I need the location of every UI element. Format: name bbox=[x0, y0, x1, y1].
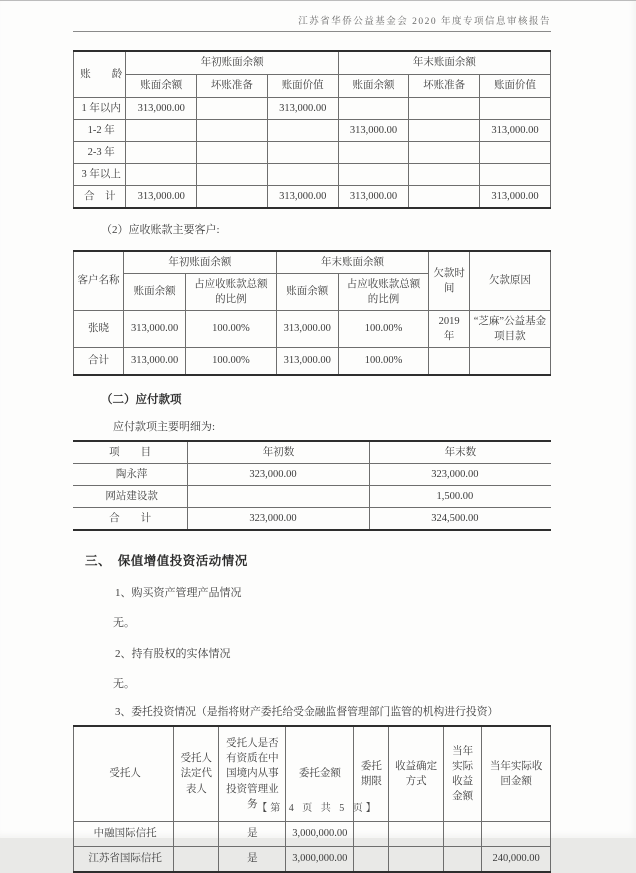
investment-item-3: 3、委托投资情况（是指将财产委托给受金融监督管理部门监管的机构进行投资） bbox=[115, 706, 499, 718]
column-header: 委托期限 bbox=[354, 726, 389, 822]
column-header: 受托人 bbox=[74, 726, 174, 822]
column-header: 项 目 bbox=[73, 441, 188, 464]
customers-corner-label: 客户名称 bbox=[74, 251, 124, 311]
investment-none-1: 无。 bbox=[113, 617, 135, 629]
table-cell: 313,000.00 bbox=[267, 186, 338, 209]
table-cell bbox=[479, 98, 550, 120]
table-cell: 100.00% bbox=[186, 311, 277, 348]
customer-name: 张晓 bbox=[74, 311, 124, 348]
trustee-name: 江苏省国际信托 bbox=[74, 847, 174, 873]
table-cell: 1,500.00 bbox=[369, 486, 551, 508]
aging-subheader: 账面余额 bbox=[126, 75, 197, 98]
customers-group-end: 年末账面余额 bbox=[276, 251, 429, 274]
table-cell bbox=[267, 164, 338, 186]
aging-group-end: 年末账面余额 bbox=[338, 51, 550, 75]
table-row bbox=[73, 486, 551, 508]
table-cell bbox=[338, 142, 409, 164]
row-label: 3 年以上 bbox=[74, 164, 126, 186]
table-cell: 313,000.00 bbox=[338, 120, 409, 142]
table-cell bbox=[389, 847, 444, 873]
aging-subheader: 账面余额 bbox=[338, 75, 409, 98]
table-row bbox=[74, 847, 551, 873]
table-cell bbox=[267, 142, 338, 164]
table-row bbox=[73, 464, 551, 486]
table-cell: 313,000.00 bbox=[124, 311, 186, 348]
table-row bbox=[74, 822, 551, 847]
payables-table bbox=[73, 440, 551, 531]
debt-reason-header: 欠款原因 bbox=[469, 251, 550, 311]
debt-time-cell bbox=[429, 348, 470, 376]
table-cell: 3,000,000.00 bbox=[286, 847, 354, 873]
table-row bbox=[74, 98, 551, 120]
table-cell bbox=[197, 186, 268, 209]
table-cell: 313,000.00 bbox=[126, 186, 197, 209]
investment-item-2: 2、持有股权的实体情况 bbox=[115, 648, 231, 660]
table-row bbox=[74, 142, 551, 164]
table-cell bbox=[174, 847, 219, 873]
table-row bbox=[74, 164, 551, 186]
column-header: 受托人是否有资质在中国境内从事投资管理业务 bbox=[219, 726, 286, 822]
table-cell: 323,000.00 bbox=[188, 508, 370, 531]
aging-group-begin: 年初账面余额 bbox=[126, 51, 338, 75]
table-cell bbox=[188, 486, 370, 508]
row-label: 2-3 年 bbox=[74, 142, 126, 164]
table-cell: 324,500.00 bbox=[369, 508, 551, 531]
report-header-title: 江苏省华侨公益基金会 2020 年度专项信息审核报告 bbox=[73, 13, 551, 32]
table-cell: 100.00% bbox=[338, 348, 429, 376]
aging-subheader: 坏账准备 bbox=[197, 75, 268, 98]
table-cell bbox=[197, 164, 268, 186]
table-row-total bbox=[74, 348, 551, 376]
investment-section-heading: 三、 保值增值投资活动情况 bbox=[85, 554, 248, 568]
debt-time-header: 欠款时间 bbox=[429, 251, 470, 311]
customers-subheader: 占应收账款总额的比例 bbox=[186, 274, 277, 311]
aging-subheader: 坏账准备 bbox=[409, 75, 480, 98]
trustee-name: 中融国际信托 bbox=[74, 822, 174, 847]
table-cell bbox=[389, 822, 444, 847]
column-header: 当年实际收回金额 bbox=[482, 726, 551, 822]
table-cell: 313,000.00 bbox=[276, 348, 338, 376]
table-cell bbox=[197, 98, 268, 120]
table-cell: 240,000.00 bbox=[482, 847, 551, 873]
column-header: 年初数 bbox=[188, 441, 370, 464]
customers-subheader: 账面余额 bbox=[124, 274, 186, 311]
table-row bbox=[74, 120, 551, 142]
table-cell bbox=[126, 120, 197, 142]
table-cell: 100.00% bbox=[186, 348, 277, 376]
table-cell: 313,000.00 bbox=[267, 98, 338, 120]
table-cell: 3,000,000.00 bbox=[286, 822, 354, 847]
table-cell bbox=[267, 120, 338, 142]
payable-item: 合 计 bbox=[73, 508, 188, 531]
table-cell bbox=[409, 186, 480, 209]
aging-table bbox=[73, 50, 551, 209]
table-cell: 323,000.00 bbox=[188, 464, 370, 486]
table-cell: 313,000.00 bbox=[276, 311, 338, 348]
table-cell bbox=[354, 847, 389, 873]
customers-table bbox=[73, 250, 551, 376]
table-cell: 313,000.00 bbox=[479, 186, 550, 209]
investment-item-1: 1、购买资产管理产品情况 bbox=[115, 587, 242, 599]
table-cell bbox=[409, 98, 480, 120]
table-cell bbox=[197, 142, 268, 164]
row-label: 1-2 年 bbox=[74, 120, 126, 142]
table-cell bbox=[338, 98, 409, 120]
table-cell bbox=[444, 847, 482, 873]
debt-reason-cell bbox=[469, 348, 550, 376]
table-cell: 是 bbox=[219, 822, 286, 847]
payables-section-heading: （二）应付款项 bbox=[101, 394, 182, 406]
aging-corner-label: 账 龄 bbox=[74, 51, 126, 98]
table-cell: 313,000.00 bbox=[126, 98, 197, 120]
table-row-total bbox=[73, 508, 551, 531]
column-header: 受托人法定代表人 bbox=[174, 726, 219, 822]
payables-subtext: 应付款项主要明细为: bbox=[113, 421, 216, 433]
investment-none-2: 无。 bbox=[113, 678, 135, 690]
table-cell bbox=[409, 142, 480, 164]
table-cell bbox=[444, 822, 482, 847]
row-label: 合 计 bbox=[74, 186, 126, 209]
table-cell bbox=[479, 164, 550, 186]
column-header: 委托金额 bbox=[286, 726, 354, 822]
table-cell: 323,000.00 bbox=[369, 464, 551, 486]
row-label: 1 年以内 bbox=[74, 98, 126, 120]
table-cell bbox=[197, 120, 268, 142]
debt-time-cell: 2019 年 bbox=[429, 311, 470, 348]
debt-reason-cell: “芝麻”公益基金项目款 bbox=[469, 311, 550, 348]
payable-item: 陶永萍 bbox=[73, 464, 188, 486]
table-cell: 是 bbox=[219, 847, 286, 873]
aging-subheader: 账面价值 bbox=[267, 75, 338, 98]
table-cell bbox=[409, 164, 480, 186]
aging-subheader: 账面价值 bbox=[479, 75, 550, 98]
column-header: 年末数 bbox=[369, 441, 551, 464]
column-header: 当年实际收益金额 bbox=[444, 726, 482, 822]
customers-subheader: 账面余额 bbox=[276, 274, 338, 311]
table-cell bbox=[409, 120, 480, 142]
customers-group-begin: 年初账面余额 bbox=[124, 251, 277, 274]
customers-subheader: 占应收账款总额的比例 bbox=[338, 274, 429, 311]
table-cell bbox=[338, 164, 409, 186]
table-cell bbox=[354, 822, 389, 847]
table-cell bbox=[174, 822, 219, 847]
column-header: 收益确定方式 bbox=[389, 726, 444, 822]
receivables-customers-note: （2）应收账款主要客户: bbox=[101, 224, 220, 236]
table-row-total bbox=[74, 186, 551, 209]
table-cell: 313,000.00 bbox=[124, 348, 186, 376]
table-cell: 313,000.00 bbox=[479, 120, 550, 142]
table-cell bbox=[482, 822, 551, 847]
table-cell bbox=[479, 142, 550, 164]
customer-name: 合计 bbox=[74, 348, 124, 376]
table-cell: 313,000.00 bbox=[338, 186, 409, 209]
table-row bbox=[74, 311, 551, 348]
page-content bbox=[73, 1, 551, 873]
payable-item: 网站建设款 bbox=[73, 486, 188, 508]
page-number-footer: 【第 4 页 共 5 页】 bbox=[257, 803, 379, 814]
table-cell bbox=[126, 142, 197, 164]
table-cell: 100.00% bbox=[338, 311, 429, 348]
table-cell bbox=[126, 164, 197, 186]
